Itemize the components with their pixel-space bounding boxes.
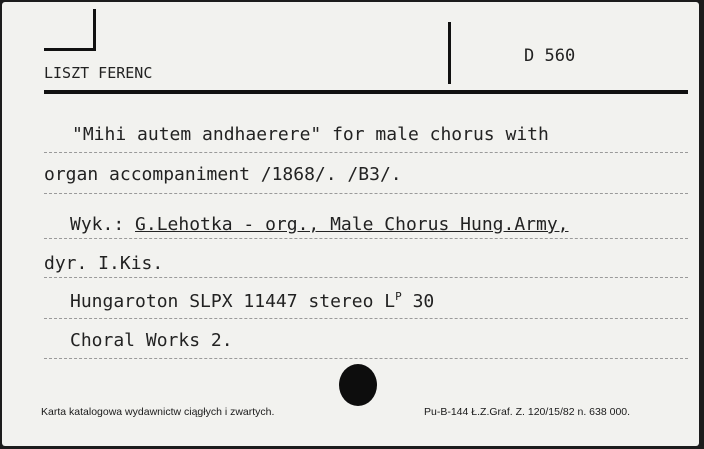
footer-right: Pu-B-144 Ł.Z.Graf. Z. 120/15/82 n. 638 000.	[424, 406, 631, 418]
performers-underlined: G.Lehotka - org., Male Chorus Hung.Army,	[135, 214, 569, 235]
title-line-1: "Mihi autem andhaerere" for male chorus with	[72, 124, 549, 145]
corner-index-mark	[44, 9, 96, 51]
performers-prefix: Wyk.:	[70, 214, 136, 235]
ruled-line	[44, 193, 688, 194]
punch-hole	[339, 364, 377, 406]
header-divider	[448, 22, 451, 84]
record-label: Hungaroton SLPX 11447 stereo L	[70, 291, 396, 312]
ruled-line	[44, 358, 688, 359]
performers-line-1	[70, 214, 569, 235]
record-line	[70, 290, 434, 312]
ruled-line	[44, 277, 688, 278]
ruled-line	[44, 238, 688, 239]
series-line: Choral Works 2.	[70, 330, 233, 351]
record-superscript: P	[395, 290, 402, 303]
catalog-card	[2, 2, 699, 446]
catalog-number: D 560	[524, 46, 576, 66]
performers-line-2: dyr. I.Kis.	[44, 253, 164, 274]
header-rule	[44, 90, 688, 94]
composer-heading: LISZT FERENC	[44, 64, 153, 82]
title-line-2: organ accompaniment /1868/. /B3/.	[44, 164, 402, 185]
record-suffix: 30	[401, 291, 435, 312]
footer-left: Karta katalogowa wydawnictw ciągłych i zwartych.	[41, 406, 275, 418]
ruled-line	[44, 152, 688, 153]
ruled-line	[44, 318, 688, 319]
